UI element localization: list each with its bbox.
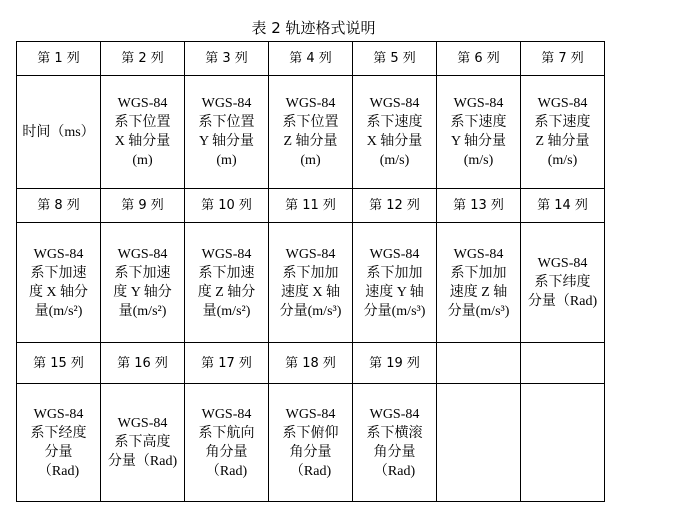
column-header-cell: 第 9 列 xyxy=(101,189,185,223)
description-line: WGS-84 xyxy=(285,246,336,262)
column-header-cell: 第 2 列 xyxy=(101,42,185,76)
description-line: （Rad) xyxy=(37,463,80,479)
description-line: （Rad) xyxy=(373,463,416,479)
column-header-cell: 第 12 列 xyxy=(353,189,437,223)
description-line: (m) xyxy=(300,153,321,168)
description-line: WGS-84 xyxy=(201,96,252,111)
description-cell xyxy=(521,223,605,343)
description-cell xyxy=(17,76,101,189)
description-cell xyxy=(269,223,353,343)
description-line: （Rad) xyxy=(289,463,332,479)
column-header-cell: 第 6 列 xyxy=(437,42,521,76)
description-line: 系下加速 xyxy=(114,265,171,281)
description-line: 系下俯仰 xyxy=(282,425,339,441)
description-line: Z 轴分量 xyxy=(283,134,338,149)
description-line: (m/s) xyxy=(547,153,578,168)
description-line: WGS-84 xyxy=(537,96,588,111)
description-cell xyxy=(353,384,437,502)
description-line: 角分量 xyxy=(205,444,248,460)
description-line: 分量(m/s³) xyxy=(363,303,426,319)
description-line: WGS-84 xyxy=(117,246,168,262)
description-cell xyxy=(353,223,437,343)
column-header-cell: 第 7 列 xyxy=(521,42,605,76)
description-line: WGS-84 xyxy=(369,96,420,111)
description-line: 分量（Rad) xyxy=(107,454,178,469)
description-line: Y 轴分量 xyxy=(198,134,255,149)
description-line: 速度 X 轴 xyxy=(280,284,341,300)
description-line: 量(m/s²) xyxy=(202,303,251,319)
column-header-cell: 第 8 列 xyxy=(17,189,101,223)
description-line: WGS-84 xyxy=(285,96,336,111)
description-row xyxy=(17,384,605,502)
description-line: WGS-84 xyxy=(537,256,588,271)
column-header-cell: 第 3 列 xyxy=(185,42,269,76)
description-line: 角分量 xyxy=(289,444,332,460)
description-line: (m/s) xyxy=(379,153,410,168)
description-row xyxy=(17,76,605,189)
description-line: WGS-84 xyxy=(453,96,504,111)
description-line: WGS-84 xyxy=(453,246,504,262)
description-cell xyxy=(17,223,101,343)
column-header-cell: 第 11 列 xyxy=(269,189,353,223)
description-line: (m/s) xyxy=(463,153,494,168)
description-line: 系下加速 xyxy=(198,265,255,281)
description-line: （Rad) xyxy=(205,463,248,479)
column-header-cell: 第 15 列 xyxy=(17,343,101,384)
description-line: 度 Z 轴分 xyxy=(197,284,256,300)
description-line: 速度 Z 轴 xyxy=(449,284,508,300)
description-line: 系下加加 xyxy=(366,265,423,281)
description-line: 度 Y 轴分 xyxy=(113,284,172,300)
description-line: 系下速度 xyxy=(450,115,507,130)
description-cell xyxy=(521,384,605,502)
description-cell xyxy=(437,76,521,189)
description-line: Y 轴分量 xyxy=(450,134,507,149)
description-line: 系下加速 xyxy=(30,265,87,281)
description-line: 系下经度 xyxy=(30,425,87,441)
description-line: Z 轴分量 xyxy=(535,134,590,149)
description-line: WGS-84 xyxy=(285,406,336,422)
description-cell xyxy=(185,384,269,502)
description-line: 系下横滚 xyxy=(366,425,423,441)
column-header-cell: 第 10 列 xyxy=(185,189,269,223)
description-line: 系下位置 xyxy=(198,115,255,130)
description-cell xyxy=(101,384,185,502)
description-line: X 轴分量 xyxy=(366,134,423,149)
description-line: 量(m/s²) xyxy=(118,303,167,319)
description-line: 分量(m/s³) xyxy=(279,303,342,319)
description-line: WGS-84 xyxy=(117,416,168,431)
description-line: 角分量 xyxy=(373,444,416,460)
description-cell xyxy=(17,384,101,502)
description-line: 系下速度 xyxy=(366,115,423,130)
description-line: 系下高度 xyxy=(114,435,171,450)
description-line: 分量 xyxy=(44,444,73,460)
column-header-cell: 第 19 列 xyxy=(353,343,437,384)
description-line: 系下速度 xyxy=(534,115,591,130)
description-line: 系下加加 xyxy=(450,265,507,281)
column-header-cell xyxy=(521,343,605,384)
description-line: 系下航向 xyxy=(198,425,255,441)
description-line: WGS-84 xyxy=(369,246,420,262)
table-caption: 表 2 轨迹格式说明 xyxy=(251,19,376,37)
description-cell xyxy=(437,223,521,343)
column-header-cell: 第 13 列 xyxy=(437,189,521,223)
column-header-cell xyxy=(437,343,521,384)
description-line: WGS-84 xyxy=(33,406,84,422)
description-cell xyxy=(101,76,185,189)
description-cell xyxy=(185,76,269,189)
description-line: 分量（Rad) xyxy=(527,294,598,309)
column-header-cell: 第 17 列 xyxy=(185,343,269,384)
description-line: 量(m/s²) xyxy=(34,303,83,319)
column-header-cell: 第 4 列 xyxy=(269,42,353,76)
description-line: 系下位置 xyxy=(114,115,171,130)
description-line: 时间（ms） xyxy=(22,124,95,140)
description-cell xyxy=(101,223,185,343)
description-cell xyxy=(353,76,437,189)
description-line: (m) xyxy=(216,153,237,168)
description-line: 速度 Y 轴 xyxy=(365,284,424,300)
column-header-cell: 第 16 列 xyxy=(101,343,185,384)
description-row xyxy=(17,223,605,343)
header-row xyxy=(17,189,605,223)
description-line: (m) xyxy=(132,153,153,168)
description-cell xyxy=(185,223,269,343)
description-cell xyxy=(269,384,353,502)
column-header-cell: 第 1 列 xyxy=(17,42,101,76)
description-line: WGS-84 xyxy=(33,246,84,262)
description-line: X 轴分量 xyxy=(114,134,171,149)
header-row xyxy=(17,343,605,384)
trajectory-format-table xyxy=(16,41,605,502)
column-header-cell: 第 5 列 xyxy=(353,42,437,76)
description-cell xyxy=(437,384,521,502)
header-row xyxy=(17,42,605,76)
description-cell xyxy=(521,76,605,189)
description-cell xyxy=(269,76,353,189)
description-line: 系下位置 xyxy=(282,115,339,130)
description-line: WGS-84 xyxy=(201,246,252,262)
description-line: 度 X 轴分 xyxy=(28,284,89,300)
description-line: 系下纬度 xyxy=(534,275,591,290)
description-line: 系下加加 xyxy=(282,265,339,281)
description-line: 分量(m/s³) xyxy=(447,303,510,319)
description-line: WGS-84 xyxy=(369,406,420,422)
description-line: WGS-84 xyxy=(201,406,252,422)
description-line: WGS-84 xyxy=(117,96,168,111)
column-header-cell: 第 18 列 xyxy=(269,343,353,384)
column-header-cell: 第 14 列 xyxy=(521,189,605,223)
